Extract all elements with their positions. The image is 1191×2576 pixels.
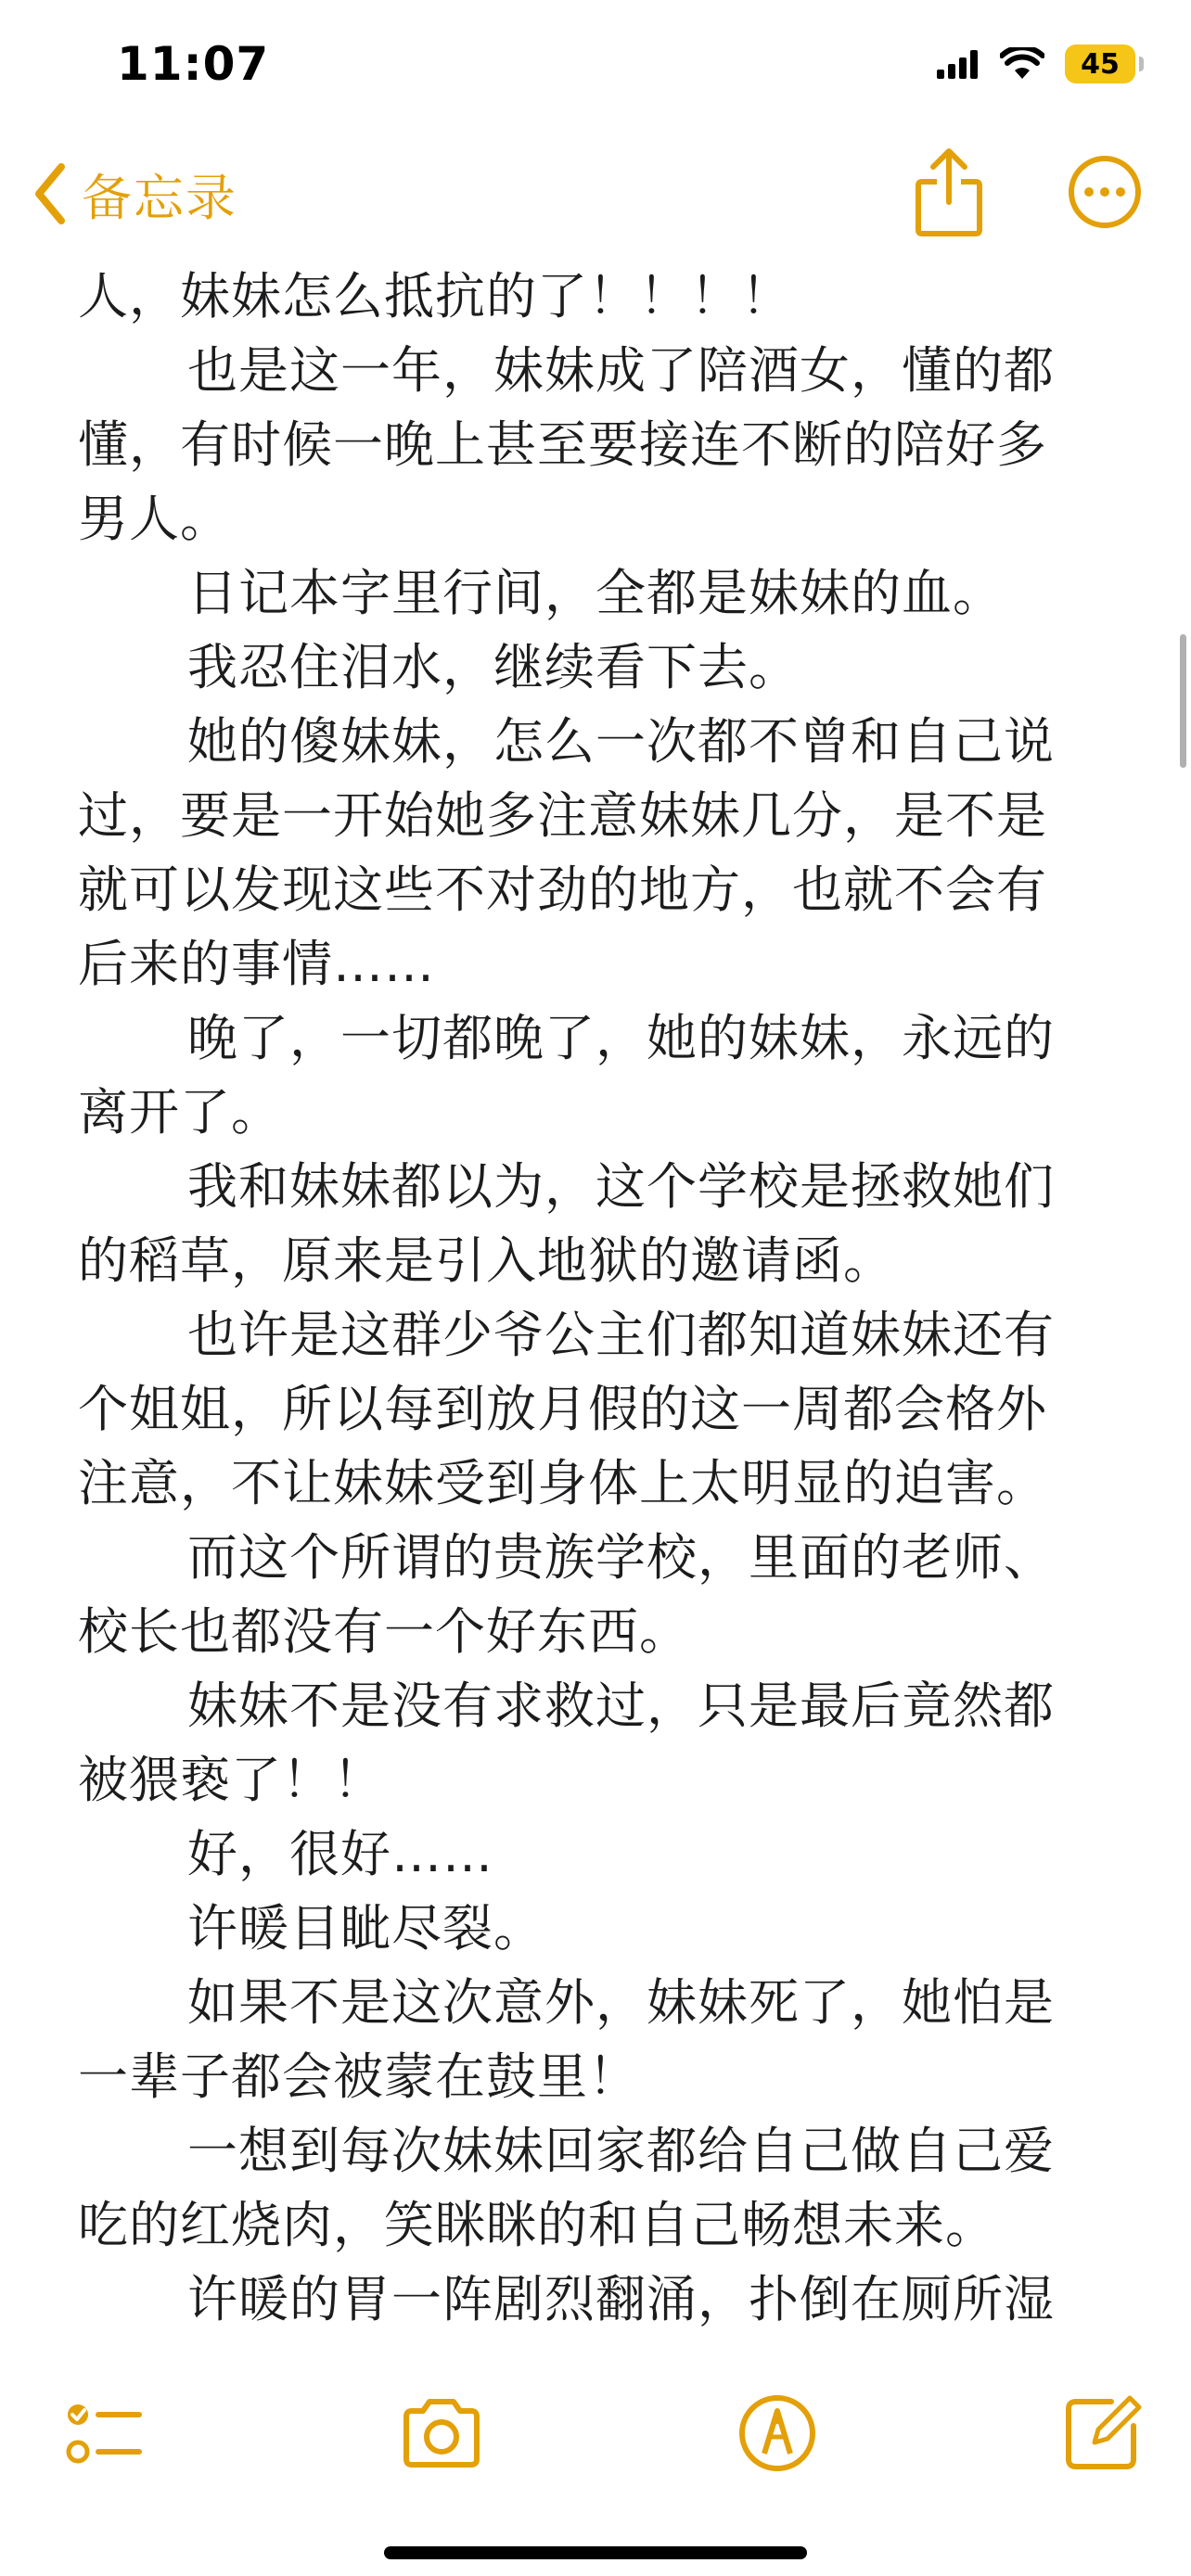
note-line: 晚了，一切都晚了，她的妹妹，永远的 [187, 1009, 1055, 1067]
home-indicator [384, 2546, 807, 2559]
note-line: 就可以发现这些不对劲的地方，也就不会有 [78, 861, 1047, 919]
status-bar [0, 0, 1191, 130]
note-line: 过，要是一开始她多注意妹妹几分，是不是 [78, 786, 1047, 845]
note-body[interactable] [78, 260, 1113, 2337]
note-line: 的稻草，原来是引入地狱的邀请函。 [78, 1231, 894, 1290]
checklist-icon [61, 2389, 150, 2478]
note-line: 被猥亵了！！ [78, 1751, 384, 1809]
compose-button[interactable] [1057, 2389, 1146, 2478]
note-line: 注意，不让妹妹受到身体上太明显的迫害。 [78, 1454, 1047, 1512]
note-line: 我和妹妹都以为，这个学校是拯救她们 [187, 1157, 1055, 1216]
note-line: 也是这一年，妹妹成了陪酒女，懂的都 [187, 341, 1055, 400]
note-line: 校长也都没有一个好东西。 [78, 1602, 690, 1661]
note-line: 男人。 [78, 490, 231, 548]
note-line: 而这个所谓的贵族学校，里面的老师、 [187, 1528, 1055, 1587]
camera-button[interactable] [397, 2389, 486, 2478]
compose-icon [1057, 2389, 1146, 2478]
note-line: 后来的事情…… [78, 935, 435, 993]
note-line: 好，很好…… [187, 1825, 493, 1883]
wifi-icon [1000, 47, 1044, 81]
status-icons [937, 45, 1135, 83]
back-label: 备忘录 [82, 168, 237, 227]
note-line: 一想到每次妹妹回家都给自己做自己爱 [187, 2122, 1055, 2180]
cellular-signal-icon [937, 49, 980, 79]
ellipsis-circle-icon [1067, 154, 1143, 230]
note-line: 日记本字里行间，全都是妹妹的血。 [187, 564, 1004, 622]
battery-indicator [1065, 45, 1135, 83]
note-line: 人，妹妹怎么抵抗的了！！！！ [78, 267, 792, 325]
note-line: 我忍住泪水，继续看下去。 [187, 638, 800, 696]
note-line: 个姐姐，所以每到放月假的这一周都会格外 [78, 1380, 1047, 1438]
note-line: 离开了。 [78, 1083, 282, 1141]
markup-button[interactable] [733, 2389, 822, 2478]
more-button[interactable] [1067, 154, 1143, 230]
note-line: 吃的红烧肉，笑眯眯的和自己畅想未来。 [78, 2196, 996, 2254]
battery-level: 45 [1081, 47, 1120, 81]
camera-icon [397, 2389, 486, 2478]
note-line: 她的傻妹妹，怎么一次都不曾和自己说 [187, 712, 1055, 771]
share-button[interactable] [909, 147, 989, 239]
battery-nub [1139, 57, 1144, 71]
status-time: 11:07 [117, 37, 270, 91]
share-icon [909, 147, 989, 239]
note-line: 许暖目眦尽裂。 [187, 1899, 544, 1958]
checklist-button[interactable] [61, 2389, 150, 2478]
scroll-indicator[interactable] [1180, 634, 1186, 768]
nav-bar [0, 130, 1191, 260]
note-line: 也许是这群少爷公主们都知道妹妹还有 [187, 1306, 1055, 1364]
bottom-toolbar [0, 2337, 1191, 2576]
chevron-left-icon [32, 161, 69, 226]
note-line: 如果不是这次意外，妹妹死了，她怕是 [187, 1973, 1055, 2032]
markup-pen-icon [733, 2389, 822, 2478]
note-line: 妹妹不是没有求救过，只是最后竟然都 [187, 1677, 1055, 1735]
back-button[interactable] [32, 154, 237, 234]
note-line: 懂，有时候一晚上甚至要接连不断的陪好多 [78, 415, 1047, 474]
note-line: 一辈子都会被蒙在鼓里！ [78, 2047, 639, 2106]
note-line: 许暖的胃一阵剧烈翻涌，扑倒在厕所湿 [187, 2270, 1055, 2328]
